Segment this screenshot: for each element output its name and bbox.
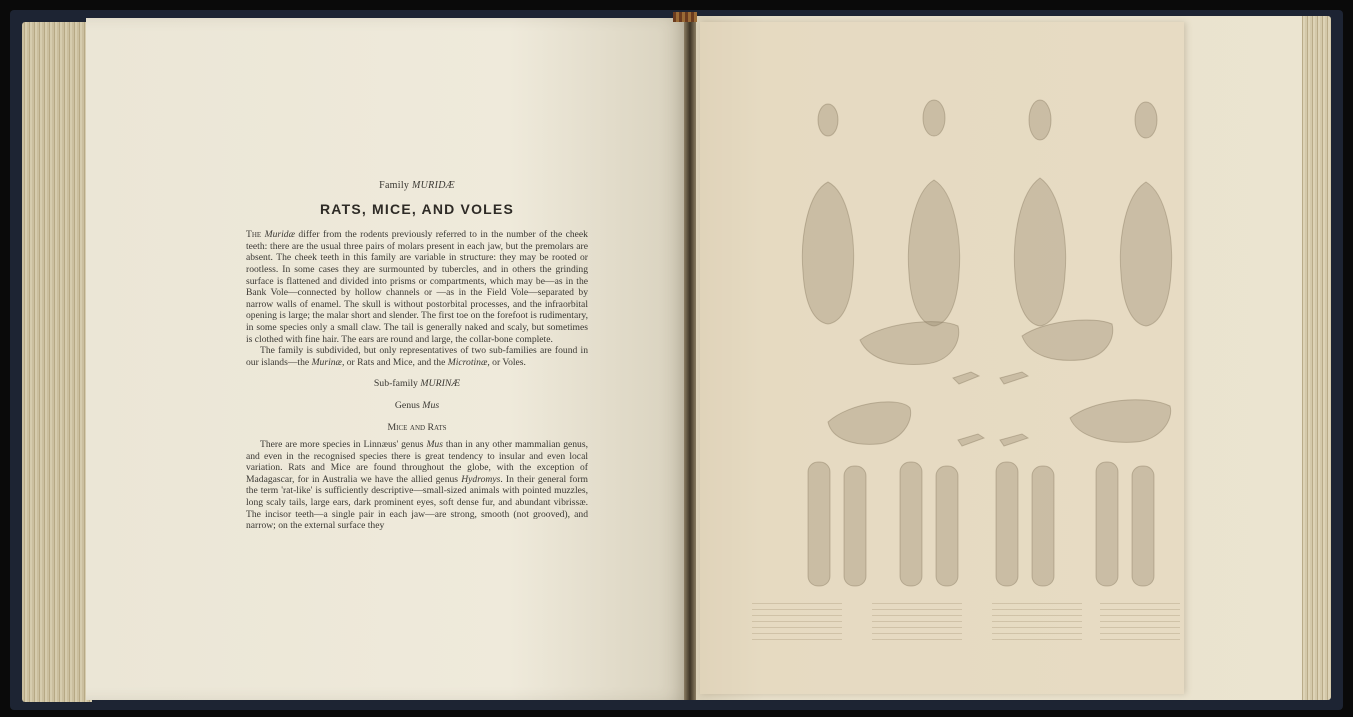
plate-caption-4: [1100, 600, 1180, 640]
left-page-edges: [22, 22, 92, 702]
subfamily-heading: Sub-family MURINÆ: [373, 378, 461, 390]
book-gutter: [684, 16, 696, 700]
bookmark-ribbon: [673, 12, 697, 22]
skull-plate-illustration: [700, 22, 1184, 694]
plate-caption-3: [992, 600, 1082, 640]
paragraph-3: There are more species in Linnæus' genus Mus than in any other mammalian genus, and even in the recognised species there is great tendency to insular and even local variation. Rats and Mice are found throughout the globe, with the exception of Madagascar, for in Australia we have the allied genus Hydromys. In their general form the term 'rat-like' is sufficiently descriptive—small-sized animals with pointed muzzles, long scaly tails, large ears, dark prominent eyes, soft dense fur, and abundant vibrissæ. The incisor teeth—a single pair in each jaw—are strong, smooth (not grooved), and narrow; on the external surface they: [246, 439, 588, 532]
family-name: MURIDÆ: [412, 180, 455, 191]
jaw-fragments: [953, 372, 1028, 446]
paragraph-2: The family is subdivided, but only representatives of two sub-families are found in our islands—the Murinæ, or Rats and Mice, and the Microtinæ, or Voles.: [246, 345, 588, 368]
mice-rats-heading: Mice and Rats: [387, 421, 447, 433]
small-skull-top-row: [818, 100, 1157, 140]
genus-heading: Genus Mus: [394, 399, 440, 411]
skull-lateral-view: [828, 320, 1171, 444]
page-title: RATS, MICE, AND VOLES: [320, 200, 514, 217]
molar-teeth-row: [808, 462, 1154, 586]
plate-caption-1: [752, 600, 842, 640]
paragraph-1: The Muridæ differ from the rodents previously referred to in the number of the cheek teeth: there are the usual three pairs of molars present in each jaw, but the premolars are absent. The cheek teeth in this family are variable in structure: they may be rooted or rootless. In some cases they are surmounted by tubercles, and in others the grinding surface is flattened and divided into prisms or compartments, which may be—as in the Bank Vole—connected by hollow channels or —as in the Field Vole—separated by narrow walls of enamel. The skull is without postorbital processes, and the infraorbital opening is large; the malar short and slender. The first toe on the forefoot is rudimentary, in some species only a small claw. The tail is generally naked and scaly, but sometimes is clothed with fine hair. The ears are round and large, the collar-bone complete.: [246, 229, 588, 345]
family-heading: Family MURIDÆ: [379, 180, 455, 191]
skull-ventral-row: [802, 178, 1171, 326]
plate-caption-2: [872, 600, 962, 640]
left-page-text: [246, 180, 588, 532]
